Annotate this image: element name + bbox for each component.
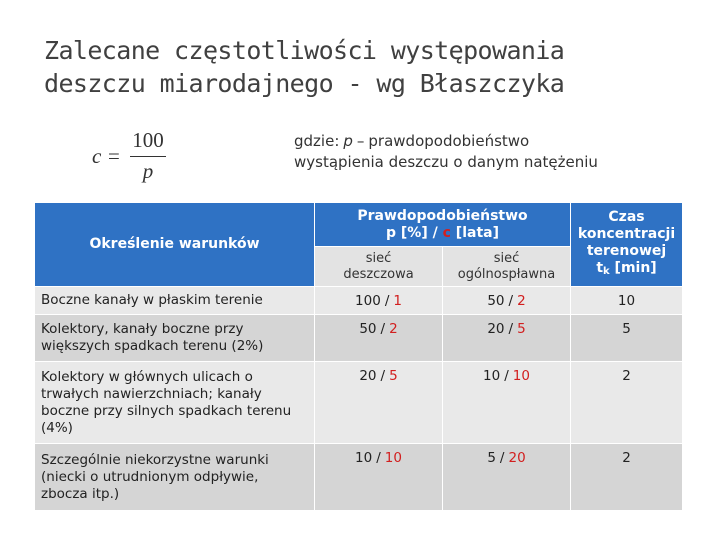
row-condition: Boczne kanały w płaskim terenie bbox=[35, 287, 315, 315]
row-condition: Kolektory w głównych ulicach o trwałych nawierzchniach; kanały boczne przy silnych spadkach terenu (4%) bbox=[35, 362, 315, 444]
row-value-rain: 50 / 2 bbox=[315, 315, 443, 362]
slide-title bbox=[44, 34, 684, 100]
where-dash: – bbox=[356, 132, 365, 150]
row-value-rain: 100 / 1 bbox=[315, 287, 443, 315]
formula-explanation bbox=[294, 131, 694, 173]
row-value-time: 5 bbox=[571, 315, 683, 362]
row-value-time: 10 bbox=[571, 287, 683, 315]
formula bbox=[92, 128, 182, 186]
header-sub-rain-network: sieć deszczowa bbox=[315, 247, 443, 287]
row-value-time: 2 bbox=[571, 444, 683, 511]
frequency-table bbox=[34, 202, 683, 511]
header-conditions: Określenie warunków bbox=[35, 203, 315, 287]
title-line-2: deszczu miarodajnego - wg Błaszczyka bbox=[44, 69, 565, 98]
row-value-combined: 20 / 5 bbox=[443, 315, 571, 362]
table-row bbox=[35, 315, 683, 362]
formula-numerator: 100 bbox=[132, 128, 164, 152]
table-row bbox=[35, 362, 683, 444]
header-sub-combined-network: sieć ogólnospławna bbox=[443, 247, 571, 287]
row-value-combined: 50 / 2 bbox=[443, 287, 571, 315]
where-text-2: wystąpienia deszczu o danym natężeniu bbox=[294, 153, 598, 171]
header-c-symbol: c bbox=[442, 224, 451, 241]
row-value-combined: 10 / 10 bbox=[443, 362, 571, 444]
header-concentration-time: Czas koncentracji terenowej tk [min] bbox=[571, 203, 683, 287]
formula-lhs: c = bbox=[92, 144, 121, 168]
row-condition: Szczególnie niekorzystne warunki (niecki o utrudnionym odpływie, zbocza itp.) bbox=[35, 444, 315, 511]
row-condition: Kolektory, kanały boczne przy większych spadkach terenu (2%) bbox=[35, 315, 315, 362]
row-value-rain: 10 / 10 bbox=[315, 444, 443, 511]
header-probability: Prawdopodobieństwo p [%] / c [lata] bbox=[315, 203, 571, 247]
where-text-1: prawdopodobieństwo bbox=[368, 132, 530, 150]
where-lead: gdzie: bbox=[294, 132, 340, 150]
row-value-rain: 20 / 5 bbox=[315, 362, 443, 444]
title-line-1: Zalecane częstotliwości występowania bbox=[44, 36, 565, 65]
formula-denominator: p bbox=[142, 159, 154, 183]
where-var: p bbox=[343, 132, 353, 150]
table-row bbox=[35, 287, 683, 315]
fraction-bar bbox=[130, 156, 166, 157]
row-value-combined: 5 / 20 bbox=[443, 444, 571, 511]
row-value-time: 2 bbox=[571, 362, 683, 444]
table-row bbox=[35, 444, 683, 511]
